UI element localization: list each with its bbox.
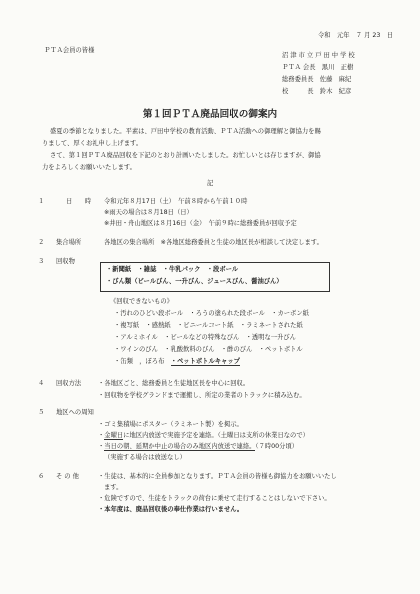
not-accepted-line: ・複写紙 ・感熱紙 ・ビニールコート紙 ・ラミネートされた紙 bbox=[114, 322, 303, 329]
other-line: ・生徒は、基本的に全員参加となります。ＰＴＡ会員の皆様も御協力をお願いいたし bbox=[98, 473, 337, 480]
other-line: ・本年度は、廃品回収後の奉仕作業は行いません。 bbox=[98, 506, 244, 513]
section-number: ６ bbox=[38, 473, 45, 480]
notice-line: ・ゴミ集積場にポスター（ラミネート製）を掲示。 bbox=[98, 421, 243, 428]
not-accepted-pet-cap: ・ペットボトルキャップ bbox=[170, 358, 240, 365]
section-number: ３ bbox=[38, 258, 45, 265]
friday-text: 金曜日 bbox=[104, 432, 124, 439]
notice-line: （実施する場合は放送なし） bbox=[104, 454, 186, 461]
not-accepted-title: 《回収できないもの》 bbox=[110, 298, 173, 305]
datetime-rain: ※雨天の場合は８月18日（日） bbox=[104, 209, 193, 216]
section-label: 地区への周知 bbox=[56, 409, 94, 416]
accepted-items-line: ・新聞紙 ・雑誌 ・牛乳パック ・段ボール bbox=[106, 266, 239, 273]
section-label: 回収方法 bbox=[56, 380, 82, 387]
sender-committee-chair: 総務委員長 佐藤 麻紀 bbox=[282, 76, 352, 83]
ki-heading: 記 bbox=[207, 180, 214, 187]
notice-line bbox=[98, 432, 309, 440]
sender-principal: 校 長 鈴木 紀彦 bbox=[282, 88, 352, 95]
accepted-items-line: ・びん類（ビールびん、一升びん、ジュースびん、醤油びん） bbox=[106, 278, 283, 285]
section-number: １ bbox=[38, 198, 45, 205]
document-title: 第１回ＰＴＡ廃品回収の御案内 bbox=[142, 109, 278, 120]
section-label: 回収物 bbox=[56, 258, 75, 265]
intro-line: さて、第１回ＰＴＡ廃品回収を下記のとおり計画いたしました。お忙しいとは存じますが、御協 bbox=[50, 152, 321, 159]
section-number: ５ bbox=[38, 409, 45, 416]
method-line: ・回収物を学校グランドまで運搬し、所定の業者のトラックに積み込む。 bbox=[98, 392, 306, 399]
section-number: ２ bbox=[38, 239, 45, 246]
intro-line: 盛夏の季節となりました。平素は、戸田中学校の教育活動、ＰＴＡ活動への御理解と御協力を賜 bbox=[50, 128, 321, 135]
sender-school: 沼 津 市 立 戸 田 中 学 校 bbox=[282, 52, 355, 59]
other-line: ・危険ですので、生徒をトラックの荷台に乗せて走行することはしないで下さい。 bbox=[98, 495, 331, 502]
not-accepted-line: ・アルミホイル ・ビールなどの特殊なびん ・透明な一升びん bbox=[114, 334, 296, 341]
bullet: ・ bbox=[98, 432, 105, 439]
notice-time: （７時00分頃） bbox=[255, 443, 299, 450]
datetime-ida: ※井田・舟山地区は８月16日（金） 午前９時に総務委員が回収予定 bbox=[104, 220, 297, 227]
meeting-place-text: 各地区の集合場所 ※各地区総務委員と生徒の地区長が相談して決定します。 bbox=[104, 239, 323, 246]
datetime-main: 令和元年８月17日（土） 午前８時から午前１０時 bbox=[104, 198, 248, 205]
recipient: ＰＴＡ会員の皆様 bbox=[44, 47, 95, 54]
section-label: 集合場所 bbox=[56, 239, 82, 246]
issue-date: 令和 元年 ７ 月 23 日 bbox=[318, 32, 393, 39]
section-number: ４ bbox=[38, 380, 45, 387]
morning-notice: 当日の朝、延期か中止の場合のみ地区内放送で連絡。 bbox=[104, 443, 256, 450]
not-accepted-line: ・ワインのびん ・乳酸飲料のびん ・酢のびん ・ペットボトル bbox=[114, 346, 303, 353]
method-line: ・各地区ごと、総務委員と生徒地区長を中心に回収。 bbox=[98, 380, 250, 387]
section-label: そ の 他 bbox=[56, 473, 79, 480]
sender-pta-chair: ＰＴＡ 会長 黒川 正樹 bbox=[282, 64, 354, 71]
intro-line: 力をよろしくお願いいたします。 bbox=[42, 164, 136, 171]
notice-line bbox=[98, 443, 298, 451]
intro-line: りまして、厚くお礼申し上げます。 bbox=[42, 140, 143, 147]
not-accepted-cans: ・缶類 ，ぼろ布 bbox=[114, 358, 171, 365]
not-accepted-line bbox=[114, 358, 240, 366]
not-accepted-line: ・汚れのひどい段ボール ・ろうの塗られた段ボール ・カーボン紙 bbox=[114, 310, 309, 317]
other-line: ます。 bbox=[104, 484, 123, 491]
notice-friday-rest: に地区内放送で実施予定を連絡。（土曜日は支所の休業日なので） bbox=[123, 432, 309, 439]
section-label: 日 時 bbox=[66, 198, 92, 205]
bullet: ・ bbox=[98, 443, 105, 450]
